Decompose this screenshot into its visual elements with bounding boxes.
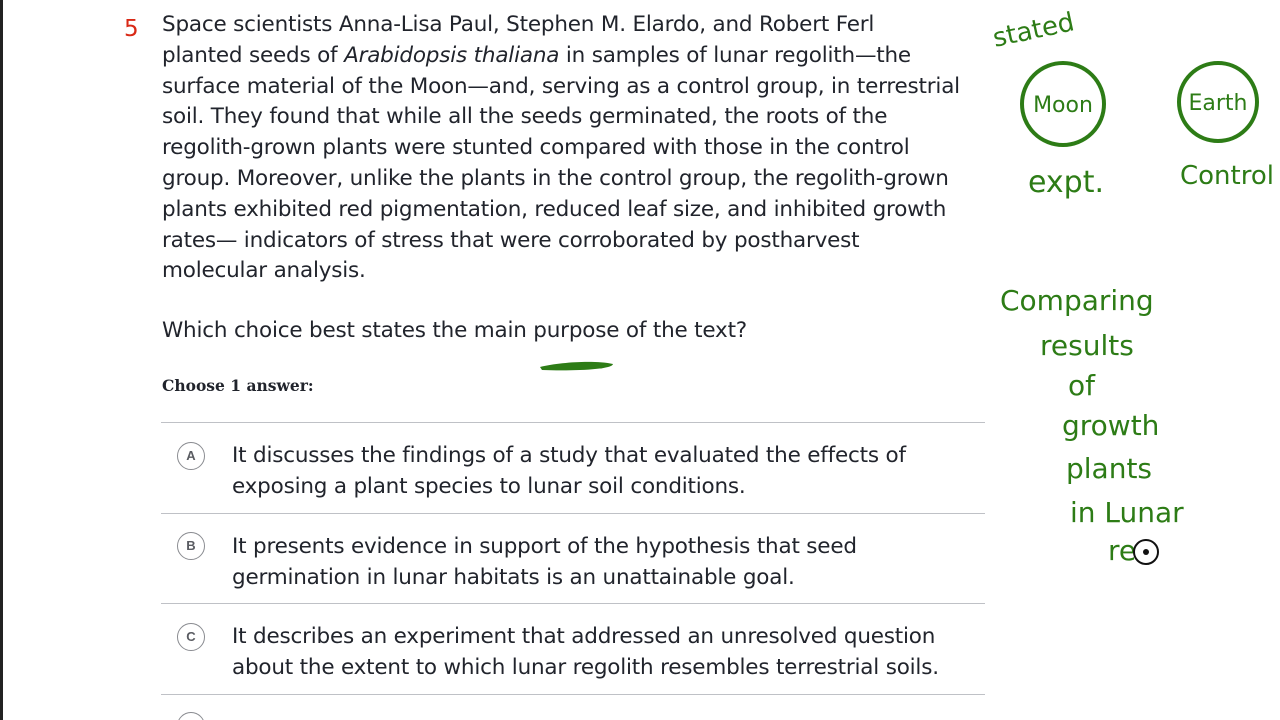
note-line: of bbox=[1068, 369, 1095, 402]
answer-choice-b[interactable] bbox=[161, 514, 985, 603]
choice-text bbox=[232, 622, 939, 683]
choice-line: germination in lunar habitats is an unattainable goal. bbox=[232, 564, 795, 590]
note-line: plants bbox=[1066, 452, 1153, 485]
passage-line: molecular analysis. bbox=[162, 258, 366, 284]
choice-text bbox=[232, 532, 857, 593]
pen-cursor-dot bbox=[1143, 549, 1149, 555]
choice-line: It discusses the findings of a study that evaluated the effects of bbox=[232, 443, 906, 468]
choice-line: exposing a plant species to lunar soil conditions. bbox=[232, 473, 746, 499]
choice-letter-b: B bbox=[177, 532, 205, 560]
moon-circle bbox=[1022, 63, 1104, 145]
earth-circle bbox=[1179, 63, 1257, 141]
choose-label: Choose 1 answer: bbox=[162, 376, 314, 395]
answer-choice-d-partial[interactable] bbox=[161, 695, 985, 720]
passage-line: regolith-grown plants were stunted compared with those in the control bbox=[162, 135, 910, 161]
passage-line: Space scientists Anna-Lisa Paul, Stephen M. Elardo, and Robert Ferl bbox=[162, 12, 875, 37]
choice-line: It describes an experiment that addressed an unresolved question bbox=[232, 624, 936, 649]
choice-line: It presents evidence in support of the hypothesis that seed bbox=[232, 534, 857, 559]
choice-letter-d bbox=[177, 712, 205, 720]
answer-choice-c[interactable] bbox=[161, 604, 985, 694]
question-prompt: Which choice best states the main purpose of the text? bbox=[162, 318, 748, 343]
choice-letter-a: A bbox=[177, 442, 205, 470]
choice-text bbox=[232, 441, 906, 502]
passage-line bbox=[162, 41, 1002, 72]
choice-line: about the extent to which lunar regolith resembles terrestrial soils. bbox=[232, 654, 939, 680]
passage-line: soil. They found that while all the seeds germinated, the roots of the bbox=[162, 104, 888, 130]
passage-line-start: planted seeds of bbox=[162, 42, 345, 68]
note-earth: Earth bbox=[1188, 91, 1248, 116]
note-line: in Lunar bbox=[1070, 496, 1184, 529]
note-line: Comparing bbox=[1000, 284, 1154, 317]
passage bbox=[162, 10, 1002, 287]
passage-line: group. Moreover, unlike the plants in the control group, the regolith-grown bbox=[162, 165, 949, 191]
note-line: results bbox=[1040, 329, 1134, 362]
species-name: Arabidopsis thaliana bbox=[344, 42, 560, 68]
answer-choice-a[interactable] bbox=[161, 423, 985, 513]
pen-cursor-icon bbox=[1134, 540, 1158, 564]
note-control: Control bbox=[1180, 161, 1274, 191]
note-line: re bbox=[1108, 534, 1137, 567]
passage-line-end: in samples of lunar regolith—the bbox=[559, 42, 911, 68]
passage-line: plants exhibited red pigmentation, reduced leaf size, and inhibited growth bbox=[162, 196, 947, 222]
note-stated: stated bbox=[990, 7, 1078, 54]
underline-stroke bbox=[540, 362, 613, 370]
window-edge bbox=[0, 0, 3, 720]
passage-line: rates— indicators of stress that were corroborated by postharvest bbox=[162, 227, 860, 253]
note-expt: expt. bbox=[1028, 165, 1105, 200]
choice-letter-c: C bbox=[177, 623, 205, 651]
passage-line: surface material of the Moon—and, serving as a control group, in terrestrial bbox=[162, 73, 960, 99]
note-line: growth bbox=[1062, 409, 1160, 442]
question-number: 5 bbox=[124, 16, 139, 42]
note-moon: Moon bbox=[1033, 93, 1093, 118]
